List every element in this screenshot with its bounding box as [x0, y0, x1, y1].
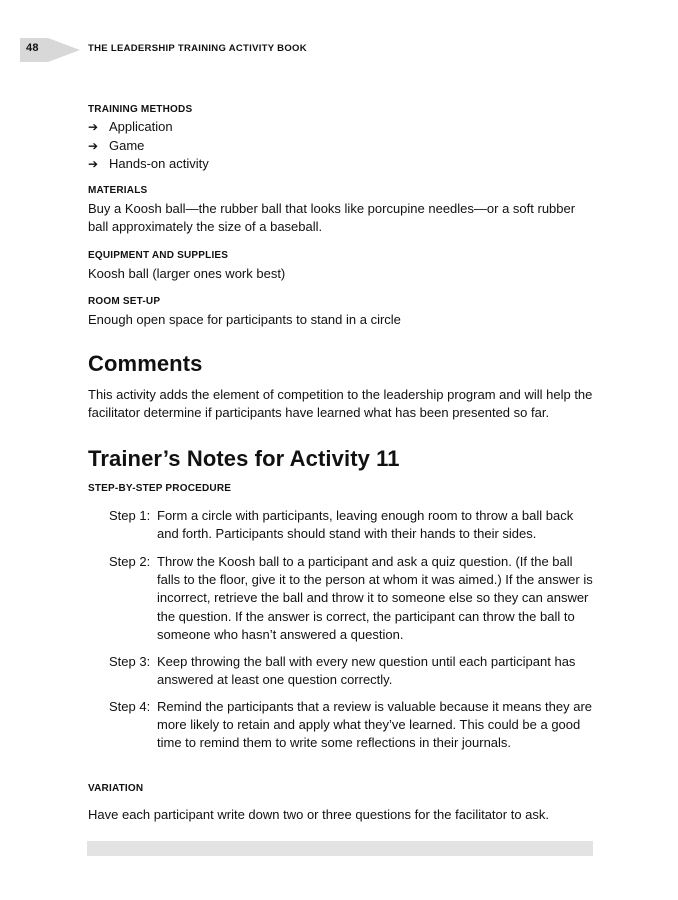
arrow-right-icon: ➔ — [88, 120, 99, 134]
arrow-right-icon: ➔ — [88, 157, 99, 171]
step-2 — [109, 553, 594, 644]
variation-heading: VARIATION — [88, 783, 144, 794]
step-label: Step 2: — [109, 554, 151, 569]
equipment-heading: EQUIPMENT AND SUPPLIES — [88, 250, 229, 261]
step-4 — [109, 698, 594, 753]
equipment-text: Koosh ball (larger ones work best) — [88, 266, 286, 281]
arrow-right-icon: ➔ — [88, 138, 99, 153]
step-text: Remind the participants that a review is valuable because it means they are more likely to retain and apply what they’ve learned. This could be a good time to remind them to write some reflections in their journals. — [157, 699, 593, 751]
page-header — [20, 38, 660, 62]
step-3 — [109, 653, 594, 689]
step-label: Step 4: — [109, 699, 151, 714]
list-item: ➔ Game — [88, 137, 209, 156]
step-text: Form a circle with participants, leaving enough room to throw a ball back and forth. Participants should stand with their hands to their sides. — [157, 508, 574, 542]
materials-heading: MATERIALS — [88, 185, 148, 196]
trainer-notes-title: Trainer’s Notes for Activity 11 — [88, 446, 400, 471]
step-text: Throw the Koosh ball to a participant and ask a quiz question. (If the ball falls to the floor, give it to the person at whom it was aimed.) If the answer is incorrect, retrieve the ball and throw it to someone else so they can answer the question. If the answer is correct, the participant can throw the ball to someone who hasn’t answered a question. — [157, 554, 593, 642]
training-methods-list — [88, 118, 209, 174]
procedure-heading: STEP-BY-STEP PROCEDURE — [88, 483, 232, 494]
step-label: Step 3: — [109, 654, 151, 669]
page-number-tab — [20, 38, 80, 62]
footer-bar — [87, 841, 593, 856]
room-setup-heading: ROOM SET-UP — [88, 296, 161, 307]
materials-text: Buy a Koosh ball—the rubber ball that looks like porcupine needles—or a soft rubber ball approximately the size of a baseball. — [88, 201, 576, 234]
step-label: Step 1: — [109, 508, 151, 523]
list-item: ➔ Application — [88, 118, 209, 137]
comments-title: Comments — [88, 351, 203, 376]
comments-text: This activity adds the element of competition to the leadership program and will help the facilitator determine if participants have learned what has been presented so far. — [88, 387, 593, 420]
step-1 — [109, 507, 594, 543]
room-setup-text: Enough open space for participants to stand in a circle — [88, 312, 401, 327]
step-text: Keep throwing the ball with every new question until each participant has answered at least one question correctly. — [157, 654, 576, 688]
list-item: ➔ Hands-on activity — [88, 155, 209, 174]
running-head: THE LEADERSHIP TRAINING ACTIVITY BOOK — [88, 43, 307, 54]
page-number: 48 — [26, 42, 39, 54]
variation-text: Have each participant write down two or three questions for the facilitator to ask. — [88, 807, 550, 822]
training-methods-heading: TRAINING METHODS — [88, 104, 193, 115]
